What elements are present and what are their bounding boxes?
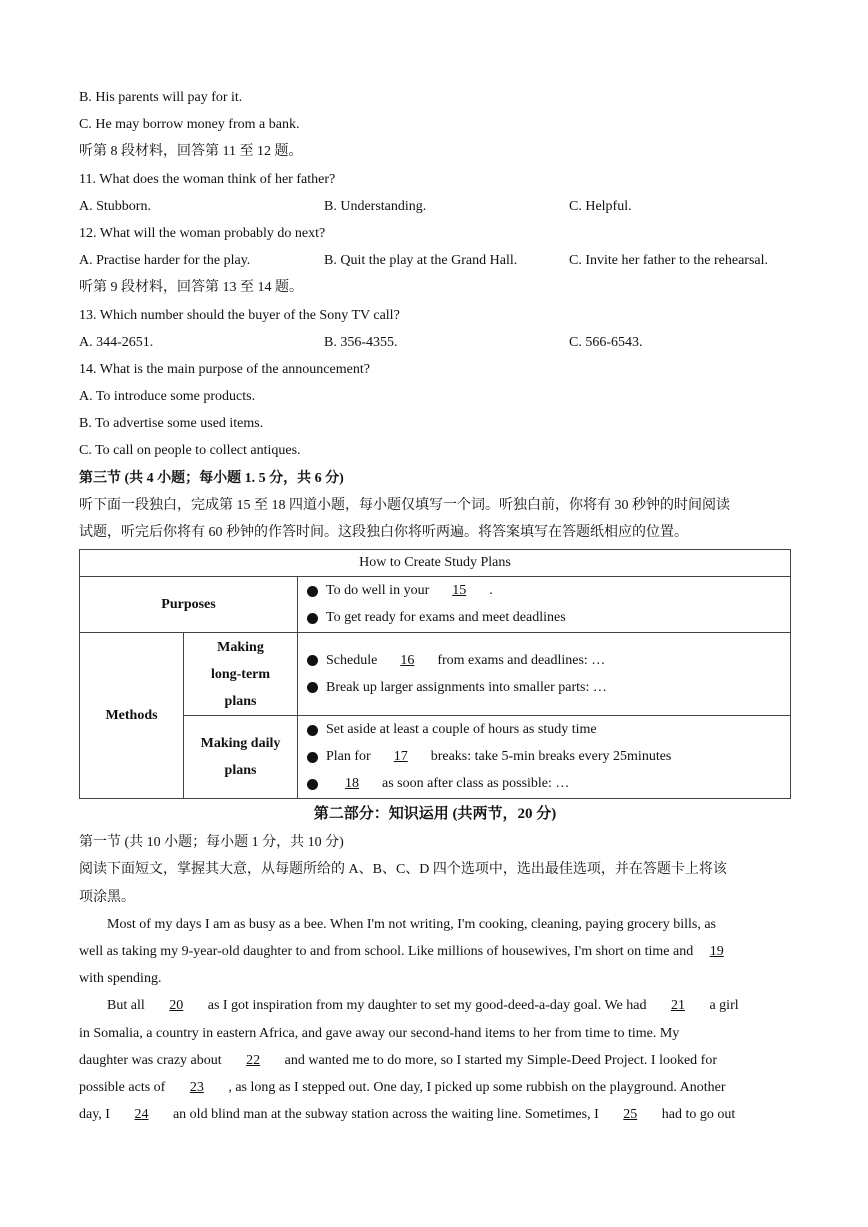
blank-15[interactable]: 15 — [452, 583, 467, 599]
methods-label: Methods — [80, 633, 184, 799]
daily-label-line-1: Making daily — [200, 736, 281, 752]
exam-page — [79, 84, 791, 1128]
passage-line — [79, 1101, 791, 1128]
passage-paragraph-1 — [79, 911, 791, 993]
blank-25[interactable]: 25 — [623, 1107, 638, 1123]
material-9-instruction: 听第 9 段材料，回答第 13 至 14 题。 — [79, 280, 303, 296]
part-2-instructions-line-1: 阅读下面短文，掌握其大意，从每题所给的 A、B、C、D 四个选项中，选出最佳选项，并在答题卡上将该 — [79, 862, 727, 878]
q10-option-b: B. His parents will pay for it. — [79, 90, 243, 105]
part-2-title: 第二部分：知识运用 (共两节，20 分) — [313, 806, 557, 823]
q11-option-b: B. Understanding. — [324, 198, 427, 214]
longterm-label-line-2: long-term — [210, 666, 271, 682]
passage-text: an old blind man at the subway station across the waiting line. Sometimes, I — [172, 1107, 599, 1123]
passage-text: , as long as I stepped out. One day, I picked up some rubbish on the playground. Another — [228, 1079, 726, 1095]
longterm-item-1-text: Schedule — [326, 652, 378, 668]
longterm-item-2-text: Break up larger assignments into smaller parts: … — [326, 679, 607, 695]
q12-option-b: B. Quit the play at the Grand Hall. — [324, 253, 518, 269]
blank-24[interactable]: 24 — [134, 1107, 149, 1123]
q14-option-a: A. To introduce some products. — [79, 389, 256, 405]
longterm-label-line-3: plans — [224, 693, 257, 709]
passage-line: Most of my days I am as busy as a bee. When I'm not writing, I'm cooking, cleaning, paying grocery bills, as — [107, 916, 716, 932]
blank-20[interactable]: 20 — [169, 998, 184, 1014]
bullet-icon — [307, 752, 318, 763]
passage-line — [79, 1074, 791, 1101]
q13-option-a: A. 344-2651. — [79, 334, 154, 350]
longterm-item-1-end: from exams and deadlines: … — [437, 652, 606, 668]
longterm-plans-cell — [298, 633, 791, 716]
daily-label-line-2: plans — [224, 763, 257, 779]
daily-item-3 — [298, 771, 790, 798]
q12-option-a: A. Practise harder for the play. — [79, 253, 251, 269]
longterm-plans-label — [184, 633, 298, 716]
blank-16[interactable]: 16 — [400, 652, 415, 668]
bullet-icon — [307, 613, 318, 624]
bullet-icon — [307, 586, 318, 597]
q11-option-a: A. Stubborn. — [79, 198, 151, 214]
q13-option-b: B. 356-4355. — [324, 334, 398, 350]
passage-line: with spending. — [79, 971, 162, 987]
purpose-1 — [298, 578, 790, 605]
daily-item-2-end: breaks: take 5-min breaks every 25minutes — [430, 749, 672, 765]
q11-option-c: C. Helpful. — [569, 198, 632, 214]
longterm-item-2 — [298, 674, 790, 701]
passage-text: as I got inspiration from my daughter to set my good-deed-a-day goal. We had — [207, 998, 647, 1014]
blank-18[interactable]: 18 — [345, 776, 359, 792]
passage-text: But all — [107, 998, 145, 1014]
passage-text: possible acts of — [79, 1079, 166, 1095]
question-11: 11. What does the woman think of her father? — [79, 171, 336, 187]
purpose-2 — [298, 605, 790, 632]
blank-22[interactable]: 22 — [246, 1052, 261, 1068]
question-14: 14. What is the main purpose of the announcement? — [79, 361, 370, 377]
part-2-section-1-heading: 第一节 (共 10 小题；每小题 1 分，共 10 分) — [79, 835, 344, 851]
purposes-cell — [298, 577, 791, 633]
question-13-options — [79, 329, 791, 356]
q14-option-b: B. To advertise some used items. — [79, 416, 264, 432]
daily-item-1-text: Set aside at least a couple of hours as study time — [326, 722, 597, 738]
passage-line — [79, 992, 791, 1019]
bullet-icon — [307, 779, 318, 790]
study-plans-table — [79, 549, 791, 799]
section-3-instructions-line-1: 听下面一段独白，完成第 15 至 18 四道小题，每小题仅填写一个词。听独白前，你将有 30 秒钟的时间阅读 — [79, 497, 730, 513]
passage-line — [79, 938, 791, 965]
daily-item-2 — [298, 744, 790, 771]
question-13: 13. Which number should the buyer of the Sony TV call? — [79, 307, 400, 323]
q12-option-c: C. Invite her father to the rehearsal. — [569, 253, 769, 269]
bullet-icon — [307, 725, 318, 736]
daily-item-1 — [298, 717, 790, 744]
daily-plans-cell — [298, 716, 791, 799]
passage-paragraph-2 — [79, 992, 791, 1128]
daily-item-3-end: as soon after class as possible: … — [382, 776, 570, 792]
bullet-icon — [307, 682, 318, 693]
blank-19[interactable]: 19 — [709, 943, 724, 959]
passage-text: a girl — [709, 998, 739, 1014]
purpose-2-text: To get ready for exams and meet deadlines — [326, 610, 566, 626]
section-3-instructions-line-2: 试题，听完后你将有 60 秒钟的作答时间。这段独白你将听两遍。将答案填写在答题纸相应的位置。 — [79, 525, 688, 540]
passage-line: in Somalia, a country in eastern Africa, and gave away our second-hand items to her from time to time. My — [79, 1025, 680, 1041]
passage-text: had to go out — [661, 1107, 736, 1123]
longterm-item-1 — [298, 647, 790, 674]
part-2-instructions-line-2: 项涂黑。 — [79, 889, 135, 905]
blank-21[interactable]: 21 — [670, 998, 685, 1014]
daily-plans-label — [184, 716, 298, 799]
passage-line — [79, 1047, 791, 1074]
passage-text: well as taking my 9-year-old daughter to and from school. Like millions of housewives, I'm short on time and — [79, 943, 694, 959]
longterm-label-line-1: Making — [217, 639, 264, 655]
table-caption: How to Create Study Plans — [80, 550, 791, 577]
q14-option-c: C. To call on people to collect antiques. — [79, 443, 301, 459]
bullet-icon — [307, 655, 318, 666]
purpose-1-end: . — [489, 583, 493, 599]
material-8-instruction: 听第 8 段材料，回答第 11 至 12 题。 — [79, 144, 303, 160]
purposes-label: Purposes — [80, 577, 298, 633]
question-11-options — [79, 193, 791, 220]
question-12: 12. What will the woman probably do next? — [79, 225, 326, 241]
q10-option-c: C. He may borrow money from a bank. — [79, 117, 300, 133]
q13-option-c: C. 566-6543. — [569, 334, 643, 350]
passage-text: day, I — [79, 1107, 110, 1123]
purpose-1-text: To do well in your — [326, 583, 430, 599]
section-3-heading: 第三节 (共 4 小题；每小题 1. 5 分，共 6 分) — [79, 470, 344, 486]
blank-23[interactable]: 23 — [189, 1079, 204, 1095]
question-12-options — [79, 247, 791, 274]
passage-text: and wanted me to do more, so I started my Simple-Deed Project. I looked for — [284, 1052, 718, 1068]
daily-item-2-text: Plan for — [326, 749, 371, 765]
passage-text: daughter was crazy about — [79, 1052, 222, 1068]
blank-17[interactable]: 17 — [393, 749, 408, 765]
